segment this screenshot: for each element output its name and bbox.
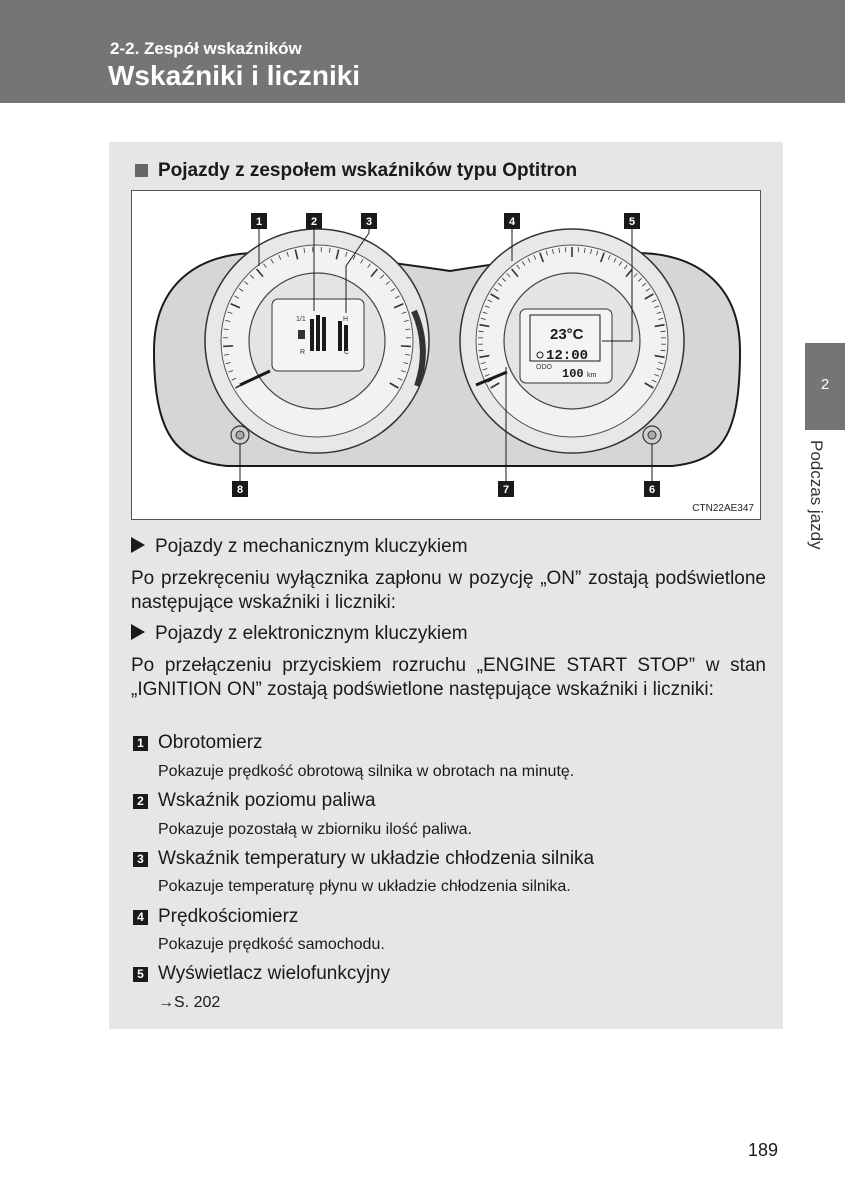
instrument-cluster-figure — [131, 190, 761, 520]
left-knob-inner — [236, 431, 244, 439]
fuel-full-label: 1/1 — [296, 316, 306, 323]
item-4-heading — [133, 906, 298, 928]
mechanical-key-title: Pojazdy z mechanicznym kluczykiem — [155, 536, 468, 557]
callout-4 — [504, 213, 520, 229]
chapter-tab[interactable] — [805, 343, 845, 430]
page-number: 189 — [748, 1140, 779, 1160]
item-5-page-ref: S. 202 — [174, 994, 221, 1011]
mechanical-key-text: Po przekręceniu wyłącznika zapłonu w pozycję „ON” zostają podświetlone następujące wskaźniki i liczniki: — [131, 568, 766, 613]
item-2-description: Pokazuje pozostałą w zbiorniku ilość paliwa. — [158, 821, 472, 838]
callout-3-label: 3 — [366, 216, 373, 228]
callout-2-label: 2 — [311, 216, 318, 228]
callout-1-label: 1 — [256, 216, 263, 228]
electronic-key-heading — [131, 623, 468, 645]
panel-heading — [135, 160, 577, 182]
fuel-reserve-label: R — [300, 349, 306, 356]
triangle-bullet-icon — [131, 624, 145, 640]
electronic-key-title: Pojazdy z elektronicznym kluczykiem — [155, 623, 468, 644]
gauge-tick — [223, 346, 233, 347]
temp-cold-label: C — [344, 349, 350, 356]
callout-2 — [306, 213, 322, 229]
display-temperature: 23°C — [550, 326, 584, 343]
arrow-right-icon: → — [158, 994, 174, 1011]
item-2-heading — [133, 790, 376, 812]
item-2-number: 2 — [133, 794, 148, 809]
page-title: Wskaźniki i liczniki — [108, 60, 361, 91]
item-1-number: 1 — [133, 736, 148, 751]
right-knob-inner — [648, 431, 656, 439]
chapter-tab-number: 2 — [820, 376, 830, 393]
item-3-number: 3 — [133, 852, 148, 867]
display-clock: 12:00 — [546, 348, 589, 364]
chapter-tab-label: Podczas jazdy — [807, 440, 826, 550]
callout-7 — [498, 481, 514, 497]
callout-5 — [624, 213, 640, 229]
item-5-number: 5 — [133, 967, 148, 982]
callout-4-label: 4 — [509, 216, 516, 228]
item-4-description: Pokazuje prędkość samochodu. — [158, 936, 385, 953]
gauge-tick — [401, 346, 411, 347]
item-1-heading — [133, 732, 263, 754]
callout-7-label: 7 — [503, 484, 510, 496]
callout-5-label: 5 — [629, 216, 636, 228]
callout-1 — [251, 213, 267, 229]
square-bullet-icon — [135, 164, 148, 177]
instrument-cluster-drawing — [132, 191, 760, 519]
item-5-title: Wyświetlacz wielofunkcyjny — [158, 963, 391, 984]
item-3-title: Wskaźnik temperatury w układzie chłodzenia silnika — [158, 848, 595, 869]
electronic-key-text: Po przełączeniu przyciskiem rozruchu „ENGINE START STOP” w stan „IGNITION ON” zostają podświetlone następujące wskaźniki i liczniki: — [131, 655, 766, 700]
item-3-heading — [133, 848, 594, 870]
display-odometer: 100 — [562, 367, 584, 381]
panel-heading-text: Pojazdy z zespołem wskaźników typu Optitron — [158, 160, 578, 181]
item-1-title: Obrotomierz — [158, 732, 263, 753]
item-3-description: Pokazuje temperaturę płynu w układzie chłodzenia silnika. — [158, 878, 571, 895]
gauge-tick — [479, 331, 484, 332]
triangle-bullet-icon — [131, 537, 145, 553]
fuel-gauge-bars — [310, 315, 326, 351]
display-odo-label: ODO — [536, 364, 552, 371]
gauge-tick — [479, 350, 484, 351]
item-5-heading — [133, 963, 390, 985]
gauge-tick — [661, 350, 666, 351]
mechanical-key-heading — [131, 536, 468, 558]
gauge-tick — [661, 331, 666, 332]
callout-6-label: 6 — [649, 484, 656, 496]
callout-8 — [232, 481, 248, 497]
display-odo-unit: km — [587, 372, 597, 379]
temp-hot-label: H — [343, 316, 349, 323]
chapter-tab-label-wrap — [806, 440, 830, 570]
figure-code: CTN22AE347 — [692, 503, 754, 514]
item-2-title: Wskaźnik poziomu paliwa — [158, 790, 376, 811]
item-4-number: 4 — [133, 910, 148, 925]
callout-3 — [361, 213, 377, 229]
item-4-title: Prędkościomierz — [158, 906, 299, 927]
callout-8-label: 8 — [237, 484, 244, 496]
item-1-description: Pokazuje prędkość obrotową silnika w obrotach na minutę. — [158, 763, 575, 780]
section-label: 2-2. Zespół wskaźników — [110, 39, 302, 58]
callout-6 — [644, 481, 660, 497]
item-5-reference[interactable] — [158, 994, 220, 1012]
fuel-pump-icon — [298, 330, 305, 339]
